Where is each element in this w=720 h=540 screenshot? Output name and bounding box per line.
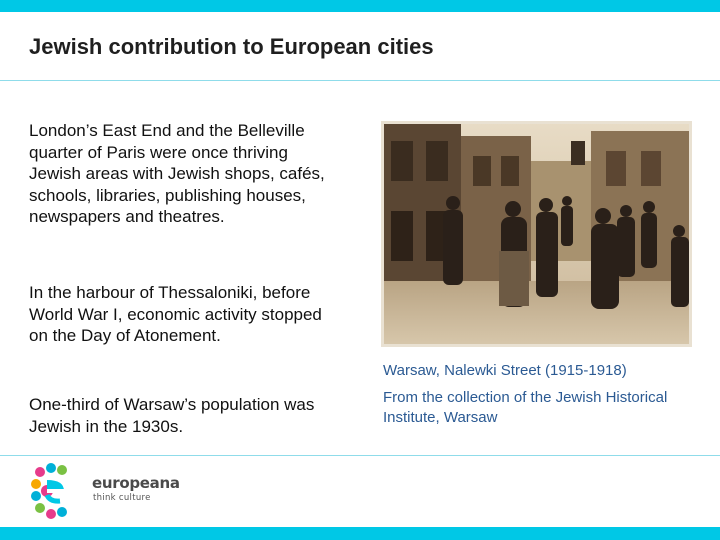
top-accent-bar (0, 0, 720, 12)
bottom-accent-bar (0, 527, 720, 540)
paragraph-east-end: London’s East End and the Belleville quarter of Paris were once thriving Jewish areas with Jewish shops, cafés, schools, libraries, publishing houses, newspapers and theatres. (29, 121, 325, 226)
logo-tagline: think culture (93, 493, 151, 503)
footer-divider (0, 455, 720, 456)
photo-caption: Warsaw, Nalewki Street (1915-1918) (383, 362, 627, 379)
paragraph-thessaloniki: In the harbour of Thessaloniki, before World War I, economic activity stopped on the Day of Atonement. (29, 283, 322, 345)
logo-wordmark: europeana (92, 474, 180, 492)
europeana-logo[interactable] (30, 460, 180, 520)
historic-street-photo (381, 121, 692, 347)
paragraph-warsaw: One-third of Warsaw’s population was Jewish in the 1930s. (29, 395, 315, 436)
sepia-photo-illustration (381, 121, 692, 347)
photo-credit: From the collection of the Jewish Historical Institute, Warsaw (383, 389, 668, 426)
title-divider (0, 80, 720, 81)
slide-title: Jewish contribution to European cities (29, 34, 434, 59)
europeana-logo-mark-icon (30, 462, 90, 520)
